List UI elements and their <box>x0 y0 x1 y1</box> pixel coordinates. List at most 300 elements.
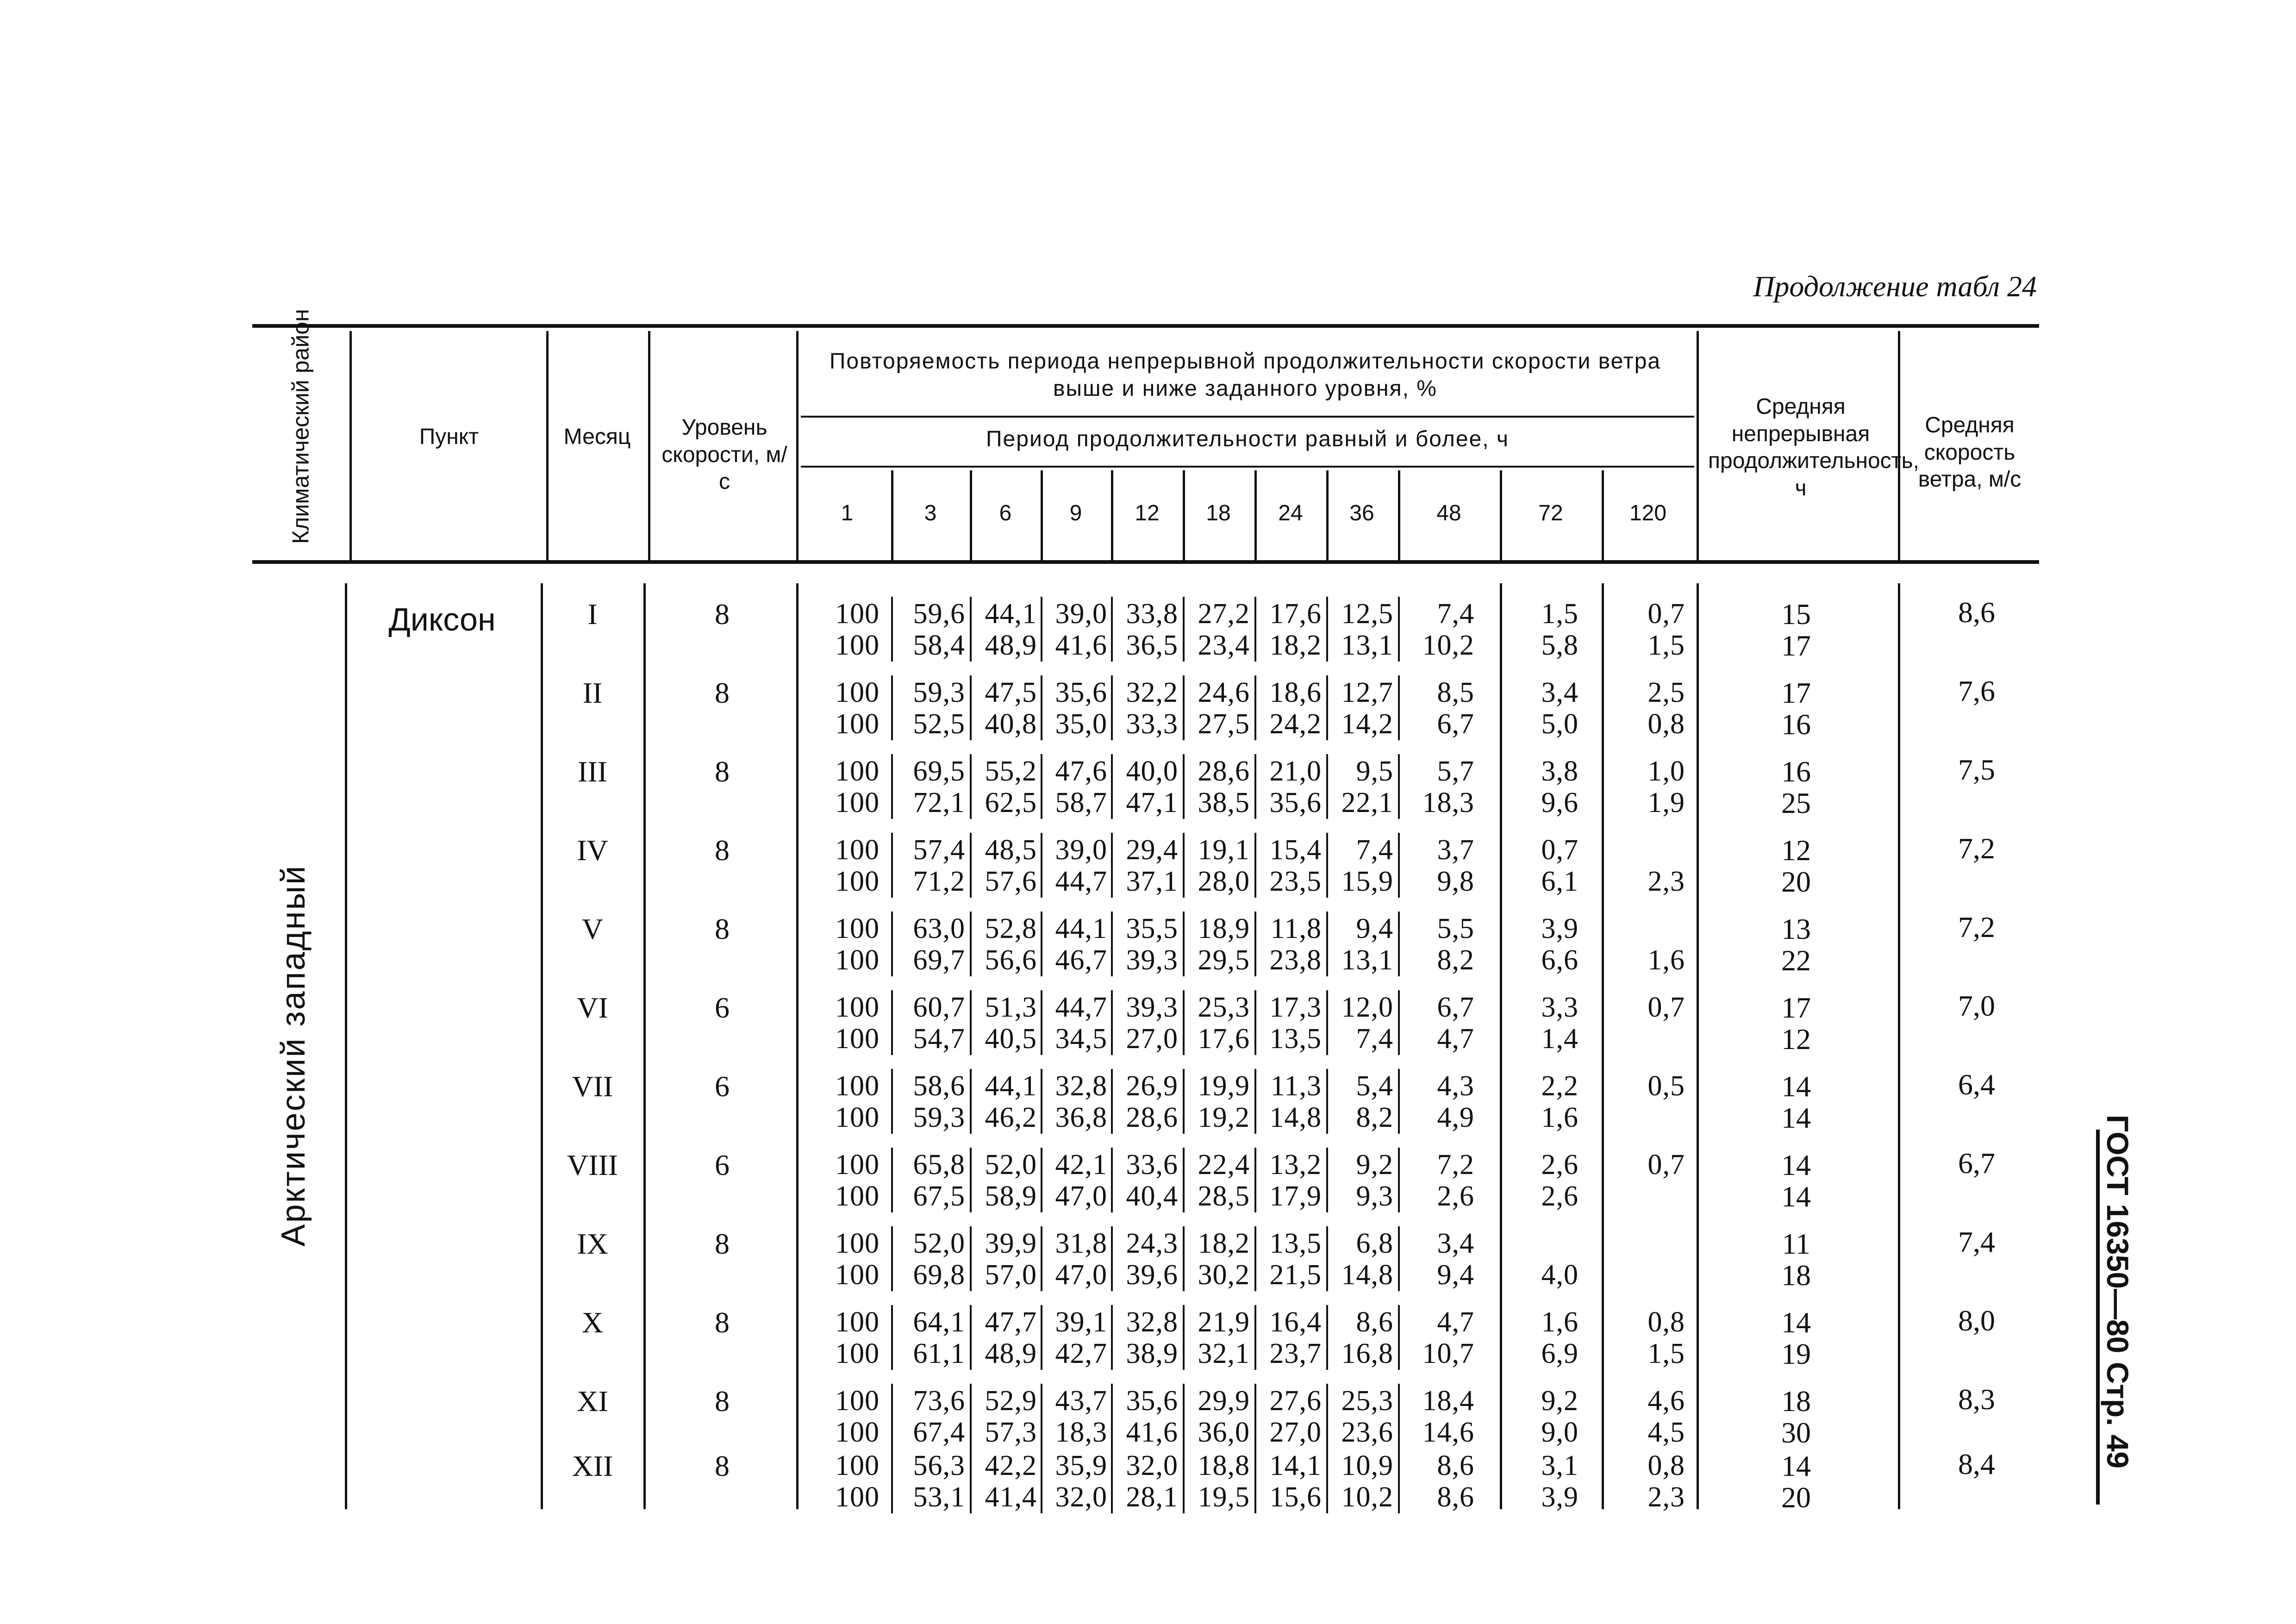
repeatability-value: 0,8 <box>1647 1450 1685 1481</box>
cell-divider <box>891 1384 893 1449</box>
repeatability-value: 1,6 <box>1541 1306 1578 1338</box>
repeatability-value: 29,4 <box>1126 834 1178 866</box>
avg-duration-cell: 14 <box>1781 1101 1811 1134</box>
hour-label: 24 <box>1278 501 1303 525</box>
repeatability-value: 27,5 <box>1198 708 1250 740</box>
repeatability-value: 39,6 <box>1126 1259 1178 1291</box>
repeatability-value: 44,7 <box>1055 866 1107 897</box>
repeatability-value: 0,5 <box>1647 1070 1685 1102</box>
cell-divider <box>1041 1305 1042 1370</box>
repeatability-value: 44,1 <box>1055 913 1107 944</box>
hour-divider <box>1183 470 1185 560</box>
repeatability-value: 42,7 <box>1055 1338 1107 1369</box>
cell-divider <box>1326 597 1328 662</box>
cell-divider <box>1398 1449 1400 1513</box>
repeatability-value: 47,5 <box>985 677 1037 708</box>
repeatability-value: 47,0 <box>1055 1259 1107 1291</box>
repeatability-value: 8,2 <box>1437 944 1474 976</box>
repeatability-value: 36,5 <box>1126 630 1178 661</box>
repeatability-value: 52,0 <box>913 1228 965 1259</box>
header-col-divider <box>1898 331 1900 560</box>
header-month: Месяц <box>563 425 631 449</box>
repeatability-value: 8,6 <box>1437 1450 1474 1481</box>
repeatability-value: 9,4 <box>1437 1259 1474 1291</box>
avg-duration-cell: 16 <box>1781 755 1811 788</box>
month-cell: V <box>581 912 604 945</box>
hour-label: 72 <box>1538 501 1563 525</box>
cell-divider <box>1041 1148 1042 1212</box>
cell-divider <box>1254 1305 1256 1370</box>
cell-divider <box>1183 1384 1185 1449</box>
cell-divider <box>1254 1384 1256 1449</box>
hour-label: 3 <box>924 501 937 525</box>
header-punkt: Пункт <box>419 425 479 449</box>
repeatability-value: 18,9 <box>1198 913 1250 944</box>
header-repeatability: Повторяемость периода непрерывной продолжительности скорости ветра выше и ниже заданного уровня, % <box>829 349 1661 401</box>
repeatability-value: 38,5 <box>1198 787 1250 818</box>
avg-speed-cell: 8,4 <box>1958 1448 1995 1480</box>
repeatability-value: 39,9 <box>985 1228 1037 1259</box>
hour-divider <box>970 470 972 560</box>
cell-divider <box>1183 754 1185 819</box>
avg-speed-cell: 7,2 <box>1958 911 1995 943</box>
cell-divider <box>1254 1226 1256 1291</box>
repeatability-value: 19,2 <box>1198 1102 1250 1133</box>
repeatability-value: 27,2 <box>1198 598 1250 630</box>
cell-divider <box>891 833 893 898</box>
repeatability-value: 13,1 <box>1341 630 1393 661</box>
repeatability-value: 39,0 <box>1055 834 1107 866</box>
cell-divider <box>970 1449 972 1513</box>
repeatability-value: 5,8 <box>1541 630 1578 661</box>
repeatability-value: 59,6 <box>913 598 965 630</box>
cell-divider <box>1398 597 1400 662</box>
repeatability-value: 10,2 <box>1341 1481 1393 1513</box>
repeatability-value: 32,2 <box>1126 677 1178 708</box>
repeatability-value: 43,7 <box>1055 1385 1107 1417</box>
repeatability-value: 47,6 <box>1055 756 1107 787</box>
month-cell: XII <box>572 1449 613 1482</box>
speed-level-cell: 6 <box>715 1149 730 1181</box>
repeatability-value: 19,9 <box>1198 1070 1250 1102</box>
repeatability-value: 2,2 <box>1541 1070 1578 1102</box>
cell-divider <box>1041 675 1042 740</box>
table-caption: Продолжение табл 24 <box>1753 270 2037 303</box>
avg-duration-cell: 17 <box>1781 629 1811 662</box>
speed-level-cell: 8 <box>715 912 730 945</box>
repeatability-value: 1,0 <box>1647 756 1685 787</box>
avg-duration-cell: 12 <box>1781 1023 1811 1056</box>
speed-level-cell: 8 <box>715 755 730 788</box>
cell-divider <box>1326 1449 1328 1513</box>
repeatability-value: 1,6 <box>1541 1102 1578 1133</box>
repeatability-value: 2,6 <box>1437 1181 1474 1212</box>
cell-divider <box>970 833 972 898</box>
repeatability-value: 2,5 <box>1647 677 1685 708</box>
repeatability-value: 52,8 <box>985 913 1037 944</box>
cell-divider <box>970 990 972 1055</box>
body-col-divider <box>1898 583 1900 1509</box>
repeatability-value: 57,4 <box>913 834 965 866</box>
cell-divider <box>1398 1148 1400 1212</box>
repeatability-value: 10,2 <box>1422 630 1474 661</box>
repeatability-value: 33,3 <box>1126 708 1178 740</box>
cell-divider <box>891 1305 893 1370</box>
repeatability-value: 7,4 <box>1437 598 1474 630</box>
hour-label: 1 <box>841 501 854 525</box>
cell-divider <box>1111 990 1113 1055</box>
avg-speed-cell: 7,5 <box>1958 753 1995 786</box>
avg-duration-cell: 18 <box>1781 1385 1811 1418</box>
repeatability-value: 3,8 <box>1541 756 1578 787</box>
header-region: Климатический район <box>287 309 314 544</box>
repeatability-value: 32,0 <box>1055 1481 1107 1513</box>
repeatability-value: 2,3 <box>1647 1481 1685 1513</box>
hour-divider <box>891 470 893 560</box>
repeatability-value: 58,9 <box>985 1181 1037 1212</box>
repeatability-value: 13,5 <box>1269 1023 1322 1055</box>
hour-divider <box>1398 470 1400 560</box>
avg-speed-cell: 7,0 <box>1958 989 1995 1022</box>
repeatability-value: 4,6 <box>1647 1385 1685 1417</box>
cell-divider <box>1041 1226 1042 1291</box>
cell-divider <box>1041 833 1042 898</box>
cell-divider <box>970 1069 972 1134</box>
margin-bar <box>2096 1130 2100 1505</box>
repeatability-value: 13,1 <box>1341 944 1393 976</box>
month-cell: VIII <box>567 1149 618 1181</box>
repeatability-value: 39,3 <box>1126 992 1178 1023</box>
speed-level-cell: 8 <box>715 598 730 631</box>
repeatability-value: 27,0 <box>1269 1417 1322 1448</box>
avg-duration-cell: 15 <box>1781 598 1811 631</box>
repeatability-value: 40,4 <box>1126 1181 1178 1212</box>
cell-divider <box>891 990 893 1055</box>
repeatability-value: 4,9 <box>1437 1102 1474 1133</box>
repeatability-value: 23,4 <box>1198 630 1250 661</box>
speed-level-cell: 8 <box>715 1306 730 1339</box>
repeatability-value: 0,7 <box>1647 992 1685 1023</box>
repeatability-value: 14,2 <box>1341 708 1393 740</box>
cell-divider <box>1398 675 1400 740</box>
repeatability-value: 51,3 <box>985 992 1037 1023</box>
repeatability-value: 1,5 <box>1541 598 1578 630</box>
repeatability-value: 9,8 <box>1437 866 1474 897</box>
repeatability-value: 55,2 <box>985 756 1037 787</box>
repeatability-value: 28,0 <box>1198 866 1250 897</box>
repeatability-value: 52,5 <box>913 708 965 740</box>
avg-duration-cell: 30 <box>1781 1416 1811 1449</box>
repeatability-value: 72,1 <box>913 787 965 818</box>
repeatability-value: 65,8 <box>913 1149 965 1181</box>
avg-speed-cell: 7,6 <box>1958 675 1995 707</box>
repeatability-value: 24,2 <box>1269 708 1322 740</box>
repeatability-value: 100 <box>835 913 880 944</box>
cell-divider <box>1326 912 1328 976</box>
repeatability-value: 6,6 <box>1541 944 1578 976</box>
repeatability-value: 48,9 <box>985 630 1037 661</box>
avg-speed-cell: 8,0 <box>1958 1304 1995 1337</box>
repeatability-value: 100 <box>835 1450 880 1481</box>
cell-divider <box>1041 1069 1042 1134</box>
hour-label: 6 <box>999 501 1012 525</box>
repeatability-value: 21,9 <box>1198 1306 1250 1338</box>
repeatability-value: 27,0 <box>1126 1023 1178 1055</box>
speed-level-cell: 8 <box>715 834 730 867</box>
cell-divider <box>891 675 893 740</box>
cell-divider <box>1041 754 1042 819</box>
repeatability-value: 23,7 <box>1269 1338 1322 1369</box>
month-cell: III <box>578 755 607 788</box>
hour-label: 120 <box>1629 501 1667 525</box>
repeatability-value: 3,1 <box>1541 1450 1578 1481</box>
repeatability-value: 73,6 <box>913 1385 965 1417</box>
repeatability-value: 29,9 <box>1198 1385 1250 1417</box>
avg-speed-cell: 8,6 <box>1958 596 1995 629</box>
repeatability-value: 100 <box>835 1070 880 1102</box>
region-label: Арктический западный <box>275 864 312 1247</box>
cell-divider <box>1111 597 1113 662</box>
month-cell: VII <box>572 1070 613 1103</box>
repeatability-value: 12,7 <box>1341 677 1393 708</box>
repeatability-value: 23,8 <box>1269 944 1322 976</box>
repeatability-value: 42,2 <box>985 1450 1037 1481</box>
repeatability-value: 8,6 <box>1437 1481 1474 1513</box>
cell-divider <box>1041 1384 1042 1449</box>
repeatability-value: 6,8 <box>1356 1228 1393 1259</box>
repeatability-value: 71,2 <box>913 866 965 897</box>
cell-divider <box>891 1226 893 1291</box>
avg-duration-cell: 16 <box>1781 708 1811 741</box>
repeatability-value: 40,5 <box>985 1023 1037 1055</box>
repeatability-value: 59,3 <box>913 1102 965 1133</box>
repeatability-value: 19,5 <box>1198 1481 1250 1513</box>
repeatability-value: 56,6 <box>985 944 1037 976</box>
repeatability-value: 32,0 <box>1126 1450 1178 1481</box>
avg-duration-cell: 14 <box>1781 1180 1811 1213</box>
repeatability-value: 21,5 <box>1269 1259 1322 1291</box>
cell-divider <box>1326 1226 1328 1291</box>
header-col-divider <box>796 331 799 560</box>
header-period: Период продолжительности равный и более, ч <box>986 427 1509 451</box>
repeatability-value: 39,0 <box>1055 598 1107 630</box>
repeatability-value: 27,6 <box>1269 1385 1322 1417</box>
header-col-divider <box>1697 331 1699 560</box>
repeatability-value: 15,9 <box>1341 866 1393 897</box>
repeatability-value: 29,5 <box>1198 944 1250 976</box>
avg-duration-cell: 20 <box>1781 1481 1811 1514</box>
avg-duration-cell: 22 <box>1781 944 1811 977</box>
cell-divider <box>1183 912 1185 976</box>
cell-divider <box>1111 1449 1113 1513</box>
cell-divider <box>1254 912 1256 976</box>
body-col-divider <box>1697 583 1699 1509</box>
cell-divider <box>1326 833 1328 898</box>
hour-label: 12 <box>1135 501 1160 525</box>
repeatability-value: 100 <box>835 1023 880 1055</box>
repeatability-value: 100 <box>835 944 880 976</box>
repeatability-value: 100 <box>835 708 880 740</box>
cell-divider <box>1183 1148 1185 1212</box>
repeatability-value: 14,6 <box>1422 1417 1474 1448</box>
repeatability-value: 35,5 <box>1126 913 1178 944</box>
repeatability-value: 6,7 <box>1437 992 1474 1023</box>
repeatability-value: 4,3 <box>1437 1070 1474 1102</box>
repeatability-value: 0,7 <box>1541 834 1578 866</box>
hour-divider <box>1500 470 1502 560</box>
hour-label: 48 <box>1436 501 1461 525</box>
repeatability-value: 5,5 <box>1437 913 1474 944</box>
repeatability-value: 7,2 <box>1437 1149 1474 1181</box>
repeatability-value: 35,6 <box>1126 1385 1178 1417</box>
repeatability-value: 100 <box>835 1385 880 1417</box>
cell-divider <box>1254 1449 1256 1513</box>
repeatability-value: 100 <box>835 834 880 866</box>
repeatability-value: 58,4 <box>913 630 965 661</box>
repeatability-value: 9,2 <box>1541 1385 1578 1417</box>
repeatability-value: 100 <box>835 866 880 897</box>
hour-divider <box>1254 470 1257 560</box>
repeatability-value: 57,6 <box>985 866 1037 897</box>
cell-divider <box>1398 1384 1400 1449</box>
repeatability-value: 10,7 <box>1422 1338 1474 1369</box>
hour-label: 36 <box>1349 501 1374 525</box>
cell-divider <box>891 754 893 819</box>
repeatability-value: 57,0 <box>985 1259 1037 1291</box>
repeatability-value: 35,9 <box>1055 1450 1107 1481</box>
repeatability-value: 64,1 <box>913 1306 965 1338</box>
repeatability-value: 18,8 <box>1198 1450 1250 1481</box>
repeatability-value: 67,5 <box>913 1181 965 1212</box>
repeatability-value: 24,6 <box>1198 677 1250 708</box>
period-underline <box>801 466 1694 468</box>
hour-divider <box>1602 470 1604 560</box>
repeatability-value: 32,8 <box>1126 1306 1178 1338</box>
hour-label: 9 <box>1069 501 1082 525</box>
repeatability-value: 46,2 <box>985 1102 1037 1133</box>
repeatability-value: 100 <box>835 787 880 818</box>
repeatability-value: 40,8 <box>985 708 1037 740</box>
cell-divider <box>1326 1148 1328 1212</box>
header-avg-duration: Средняя непрерывная продолжительность, ч <box>1708 394 1919 500</box>
repeatability-value: 3,4 <box>1541 677 1578 708</box>
repeatability-value: 42,1 <box>1055 1149 1107 1181</box>
cell-divider <box>1111 675 1113 740</box>
repeatability-value: 23,6 <box>1341 1417 1393 1448</box>
repeatability-value: 62,5 <box>985 787 1037 818</box>
repeatability-value: 0,8 <box>1647 1306 1685 1338</box>
repeatability-value: 8,5 <box>1437 677 1474 708</box>
repeatability-value: 53,1 <box>913 1481 965 1513</box>
repeatability-value: 8,2 <box>1356 1102 1393 1133</box>
cell-divider <box>1398 1069 1400 1134</box>
avg-duration-cell: 18 <box>1781 1259 1811 1292</box>
repeatability-value: 54,7 <box>913 1023 965 1055</box>
repeatability-value: 3,7 <box>1437 834 1474 866</box>
repeatability-value: 15,6 <box>1269 1481 1322 1513</box>
body-col-divider <box>541 583 543 1509</box>
repeatability-value: 17,6 <box>1269 598 1322 630</box>
cell-divider <box>1183 675 1185 740</box>
cell-divider <box>1326 675 1328 740</box>
header-speed-level: Уровень скорости, м/с <box>661 415 787 494</box>
repeatability-value: 52,9 <box>985 1385 1037 1417</box>
cell-divider <box>1254 833 1256 898</box>
cell-divider <box>1254 1069 1256 1134</box>
avg-duration-cell: 14 <box>1781 1149 1811 1181</box>
repeatability-value: 67,4 <box>913 1417 965 1448</box>
punkt-label: Диксон <box>388 601 496 637</box>
repeatability-value: 2,6 <box>1541 1149 1578 1181</box>
repeatability-value: 5,4 <box>1356 1070 1393 1102</box>
repeatability-value: 9,2 <box>1356 1149 1393 1181</box>
repeatability-value: 100 <box>835 1181 880 1212</box>
avg-speed-cell: 8,3 <box>1958 1383 1995 1416</box>
repeatability-value: 11,3 <box>1270 1070 1322 1102</box>
cell-divider <box>1183 1305 1185 1370</box>
repeatability-value: 21,0 <box>1269 756 1322 787</box>
avg-speed-cell: 6,4 <box>1958 1068 1995 1101</box>
cell-divider <box>1254 675 1256 740</box>
repeatability-value: 19,1 <box>1198 834 1250 866</box>
repeatability-value: 9,0 <box>1541 1417 1578 1448</box>
repeatability-value: 100 <box>835 630 880 661</box>
speed-level-cell: 8 <box>715 1227 730 1260</box>
repeatability-value: 17,6 <box>1198 1023 1250 1055</box>
cell-divider <box>970 754 972 819</box>
cell-divider <box>970 1384 972 1449</box>
cell-divider <box>1398 912 1400 976</box>
avg-duration-cell: 19 <box>1781 1337 1811 1370</box>
cell-divider <box>1111 1384 1113 1449</box>
body-col-divider <box>1500 583 1502 1509</box>
cell-divider <box>1254 990 1256 1055</box>
avg-duration-cell: 14 <box>1781 1306 1811 1339</box>
header-col-divider <box>648 331 650 560</box>
cell-divider <box>970 912 972 976</box>
cell-divider <box>1254 754 1256 819</box>
repeatability-underline <box>801 416 1694 418</box>
repeatability-value: 59,3 <box>913 677 965 708</box>
repeatability-value: 6,1 <box>1541 866 1578 897</box>
repeatability-value: 23,5 <box>1269 866 1322 897</box>
repeatability-value: 38,9 <box>1126 1338 1178 1369</box>
cell-divider <box>1398 990 1400 1055</box>
avg-duration-cell: 11 <box>1782 1227 1810 1260</box>
avg-duration-cell: 20 <box>1781 865 1811 898</box>
repeatability-value: 6,7 <box>1437 708 1474 740</box>
hour-divider <box>1326 470 1329 560</box>
repeatability-value: 4,5 <box>1647 1417 1685 1448</box>
avg-speed-cell: 7,2 <box>1958 832 1995 865</box>
header-avg-speed: Средняя скорость ветра, м/с <box>1918 413 2021 492</box>
repeatability-value: 2,6 <box>1541 1181 1578 1212</box>
cell-divider <box>970 597 972 662</box>
repeatability-value: 60,7 <box>913 992 965 1023</box>
hour-divider <box>1111 470 1113 560</box>
month-cell: I <box>587 598 598 631</box>
repeatability-value: 41,6 <box>1126 1417 1178 1448</box>
repeatability-value: 100 <box>835 1338 880 1369</box>
cell-divider <box>970 1226 972 1291</box>
repeatability-value: 28,5 <box>1198 1181 1250 1212</box>
repeatability-value: 2,3 <box>1647 866 1685 897</box>
cell-divider <box>891 1069 893 1134</box>
repeatability-value: 10,9 <box>1341 1450 1393 1481</box>
repeatability-value: 14,1 <box>1269 1450 1322 1481</box>
repeatability-value: 69,8 <box>913 1259 965 1291</box>
repeatability-value: 13,5 <box>1269 1228 1322 1259</box>
